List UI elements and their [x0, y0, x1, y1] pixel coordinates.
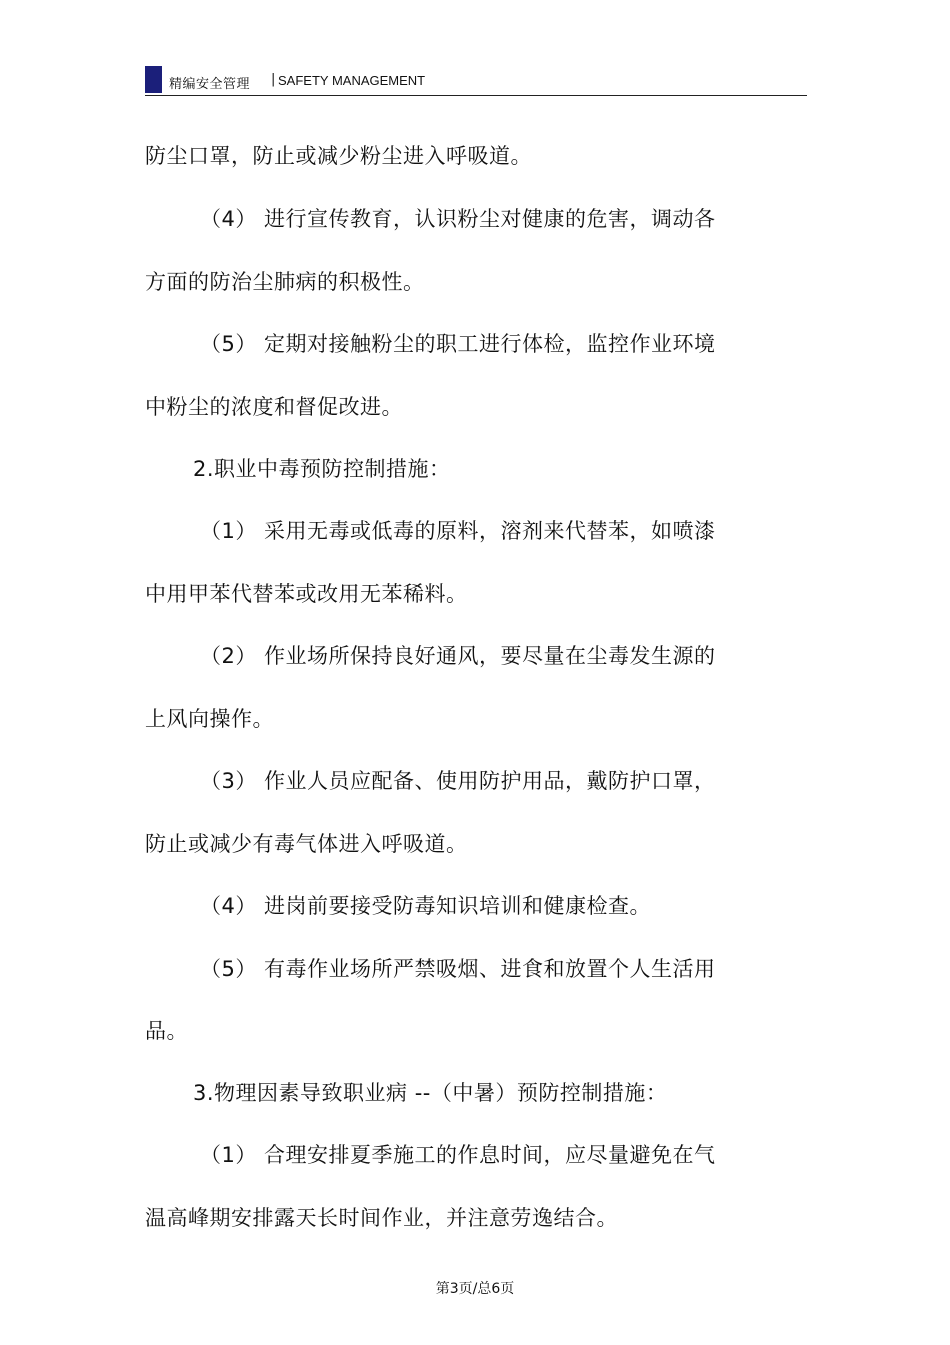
- header-subtitle: SAFETY MANAGEMENT: [278, 73, 426, 88]
- page-header: [145, 66, 807, 96]
- body-line: （4） 进岗前要接受防毒知识培训和健康检查。: [200, 894, 652, 918]
- body-line: （3） 作业人员应配备、使用防护用品，戴防护口罩，: [200, 769, 716, 793]
- body-line: 温高峰期安排露天长时间作业，并注意劳逸结合。: [145, 1206, 618, 1230]
- body-line: （5） 定期对接触粉尘的职工进行体检，监控作业环境: [200, 332, 716, 356]
- body-line: 中粉尘的浓度和督促改进。: [145, 395, 403, 419]
- body-line: （4） 进行宣传教育，认识粉尘对健康的危害，调动各: [200, 207, 716, 231]
- header-brand: 精编安全管理: [169, 77, 251, 92]
- body-line: 防尘口罩，防止或减少粉尘进入呼吸道。: [145, 144, 532, 168]
- logo-icon: [145, 66, 162, 93]
- body-line: 方面的防治尘肺病的积极性。: [145, 270, 425, 294]
- body-line: （2） 作业场所保持良好通风，要尽量在尘毒发生源的: [200, 644, 716, 668]
- section-heading: 2.职业中毒预防控制措施：: [193, 457, 451, 481]
- header-separator: |: [271, 72, 276, 87]
- header-rule: [145, 95, 807, 96]
- body-line: 防止或减少有毒气体进入呼吸道。: [145, 832, 468, 856]
- body-line: （1） 采用无毒或低毒的原料，溶剂来代替苯，如喷漆: [200, 519, 716, 543]
- section-heading: 3.物理因素导致职业病 --（中暑）预防控制措施：: [193, 1081, 668, 1105]
- body-line: （1） 合理安排夏季施工的作息时间，应尽量避免在气: [200, 1143, 716, 1167]
- page-number: 第3页/总6页: [435, 1281, 515, 1297]
- body-line: 中用甲苯代替苯或改用无苯稀料。: [145, 582, 468, 606]
- body-line: 品。: [145, 1019, 188, 1043]
- body-line: 上风向操作。: [145, 707, 274, 731]
- body-line: （5） 有毒作业场所严禁吸烟、进食和放置个人生活用: [200, 957, 716, 981]
